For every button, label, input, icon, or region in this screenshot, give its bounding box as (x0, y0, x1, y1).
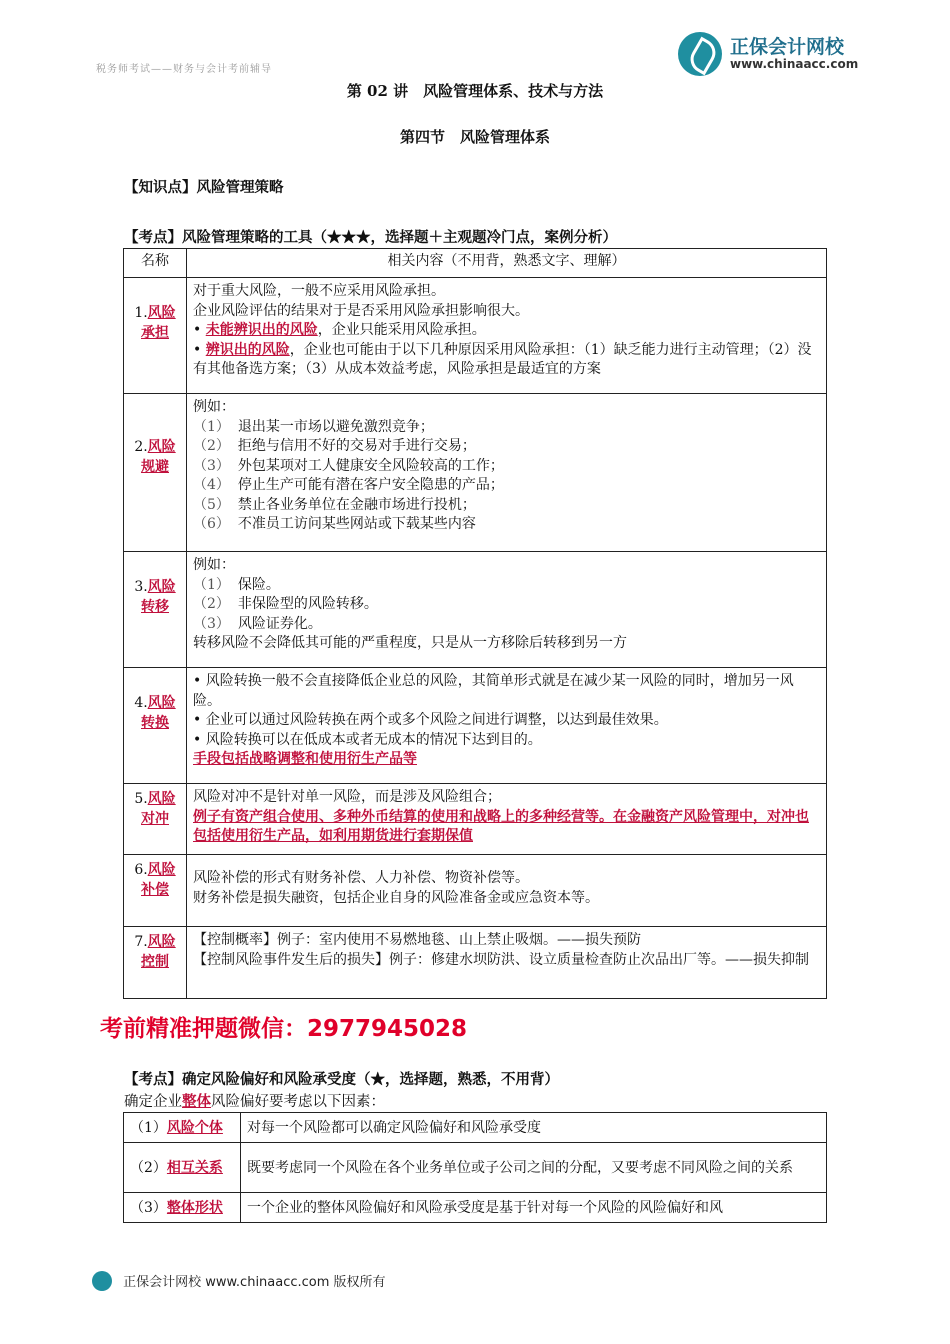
highlight-text: 整体 (182, 1093, 211, 1110)
list-item: （3） 外包某项对工人健康安全风险较高的工作； (193, 457, 504, 474)
content-line: 财务补偿是损失融资，包括企业自身的风险准备金或应急资本等。 (193, 889, 599, 906)
row-content (187, 855, 827, 927)
row-name-link[interactable]: 风险规避 (141, 439, 176, 475)
bullet-mark: • (193, 341, 202, 358)
row-name-link[interactable]: 风险转换 (141, 695, 176, 731)
highlight-text: 手段包括战略调整和使用衍生产品等 (193, 751, 417, 767)
logo-url: www.chinaacc.com (730, 57, 859, 71)
row-number: 1. (134, 305, 148, 321)
content-line: 风险补偿的形式有财务补偿、人力补偿、物资补偿等。 (193, 870, 529, 886)
exam-point-heading-1: 【考点】风险管理策略的工具（★★★，选择题＋主观题冷门点，案例分析） (124, 229, 617, 246)
table-header-row (124, 249, 827, 278)
page-footer (92, 1270, 386, 1294)
row-number: 4. (134, 695, 148, 711)
header-faint-text: 税务师考试——财务与会计考前辅导 (96, 64, 272, 75)
content-bullet (193, 321, 820, 341)
factor-desc: 一个企业的整体风险偏好和风险承受度是基于针对每一个风险的风险偏好和风 (241, 1193, 827, 1223)
footer-logo-icon (92, 1271, 112, 1291)
footer-copyright: 正保会计网校 www.chinaacc.com 版权所有 (123, 1275, 386, 1290)
content-text: ，企业只能采用风险承担。 (317, 322, 486, 338)
logo-icon (678, 32, 722, 76)
promo-wechat-text: 考前精准押题微信：2977945028 (100, 1016, 468, 1042)
brand-logo[interactable] (678, 30, 868, 80)
row-name-link[interactable]: 风险对冲 (141, 791, 176, 827)
list-item: （2） 非保险型的风险转移。 (193, 596, 378, 612)
list-item: （6） 不准员工访问某些网站或下载某些内容 (193, 516, 476, 532)
row-name-link[interactable]: 风险控制 (141, 934, 176, 970)
content-line: 企业风险评估的结果对于是否采用风险承担影响很大。 (193, 302, 529, 319)
list-item: （1） 退出某一市场以避免激烈竞争； (193, 418, 434, 435)
table-row (124, 1113, 827, 1143)
row-number: 5. (134, 791, 148, 807)
row-name-risk-compensation (124, 855, 187, 927)
row-name-risk-control (124, 927, 187, 999)
table-row (124, 394, 827, 552)
factor-name: （3）整体形状 (124, 1193, 241, 1223)
content-line: 【控制风险事件发生后的损失】例子：修建水坝防洪、设立质量检查防止次品出厂等。——损失抑制 (193, 951, 809, 968)
table-row (124, 927, 827, 999)
content-line: 对于重大风险，一般不应采用风险承担。 (193, 283, 445, 299)
lecture-title: 第 02 讲 风险管理体系、技术与方法 (346, 82, 604, 100)
table-row (124, 552, 827, 668)
bullet-mark: • (193, 322, 202, 338)
section-title: 第四节 风险管理体系 (399, 128, 550, 146)
highlight-text: 未能辨识出的风险 (205, 322, 318, 338)
highlight-text: 辨识出的风险 (205, 341, 290, 358)
header-content: 相关内容（不用背，熟悉文字、理解） (187, 249, 827, 278)
content-line: 例如： (193, 557, 235, 573)
logo-name: 正保会计网校 (730, 36, 845, 58)
factor-link[interactable]: 相互关系 (166, 1159, 223, 1176)
content-line: 转移风险不会降低其可能的严重程度，只是从一方移除后转移到另一方 (193, 635, 627, 651)
table-row (124, 784, 827, 855)
row-number: 7. (134, 934, 148, 950)
factor-link[interactable]: 整体形状 (166, 1199, 223, 1216)
table-row (124, 855, 827, 927)
list-item: （4） 停止生产可能有潜在客户安全隐患的产品； (193, 477, 504, 493)
content-bullet (193, 341, 820, 380)
content-line: • 风险转换一般不会直接降低企业总的风险，其简单形式就是在减少某一风险的同时，增加另一风险。 (193, 673, 794, 709)
factor-desc: 既要考虑同一个风险在各个业务单位或子公司之间的分配，又要考虑不同风险之间的关系 (241, 1143, 827, 1193)
list-item: （5） 禁止各业务单位在金融市场进行投机； (193, 496, 476, 513)
row-name-link[interactable]: 风险承担 (141, 305, 176, 341)
table-row (124, 668, 827, 784)
factor-desc: 对每一个风险都可以确定风险偏好和风险承受度 (241, 1113, 827, 1143)
list-item: （1） 保险。 (193, 576, 280, 593)
row-name-risk-conversion (124, 668, 187, 784)
table-row (124, 1143, 827, 1193)
content-line: • 风险转换可以在低成本或者无成本的情况下达到目的。 (193, 731, 542, 748)
row-name-link[interactable]: 风险转移 (141, 579, 176, 615)
row-content (187, 394, 827, 552)
factor-name: （1）风险个体 (124, 1113, 241, 1143)
row-content (187, 668, 827, 784)
list-item: （3） 风险证券化。 (193, 615, 322, 632)
row-name-risk-hedging (124, 784, 187, 855)
factor-name: （2）相互关系 (124, 1143, 241, 1193)
header-name: 名称 (124, 249, 187, 278)
factor-link[interactable]: 风险个体 (166, 1119, 223, 1136)
row-name-risk-transfer (124, 552, 187, 668)
exam-point-heading-2: 【考点】确定风险偏好和风险承受度（★，选择题，熟悉，不用背） (124, 1071, 559, 1088)
row-name-risk-avoidance (124, 394, 187, 552)
row-content (187, 927, 827, 999)
content-line: 【控制概率】例子：室内使用不易燃地毯、山上禁止吸烟。——损失预防 (193, 932, 641, 948)
content-text: ，企业也可能由于以下几种原因采用风险承担：（1）缺乏能力进行主动管理；（2）没有其他备选方案；（3）从成本效益考虑，风险承担是最适宜的方案 (193, 341, 812, 377)
factors-intro: 确定企业整体风险偏好要考虑以下因素： (124, 1093, 385, 1110)
row-name-link[interactable]: 风险补偿 (141, 862, 176, 898)
row-number: 2. (134, 439, 148, 455)
strategy-tools-table (123, 248, 827, 999)
row-number: 6. (134, 862, 148, 878)
table-row (124, 1193, 827, 1223)
content-line: • 企业可以通过风险转换在两个或多个风险之间进行调整，以达到最佳效果。 (193, 712, 668, 728)
table-row (124, 278, 827, 394)
knowledge-point-heading: 【知识点】风险管理策略 (124, 179, 284, 196)
list-item: （2） 拒绝与信用不好的交易对手进行交易； (193, 438, 476, 454)
factors-table (123, 1112, 827, 1223)
row-number: 3. (134, 579, 148, 595)
row-content (187, 784, 827, 855)
content-line: 风险对冲不是针对单一风险，而是涉及风险组合； (193, 789, 501, 805)
row-content (187, 552, 827, 668)
content-line: 例如： (193, 399, 235, 415)
row-content (187, 278, 827, 394)
highlight-text: 例子有资产组合使用、多种外币结算的使用和战略上的多种经营等。在金融资产风险管理中，对冲也包括使用衍生产品，如利用期货进行套期保值 (193, 808, 809, 844)
row-name-risk-acceptance (124, 278, 187, 394)
